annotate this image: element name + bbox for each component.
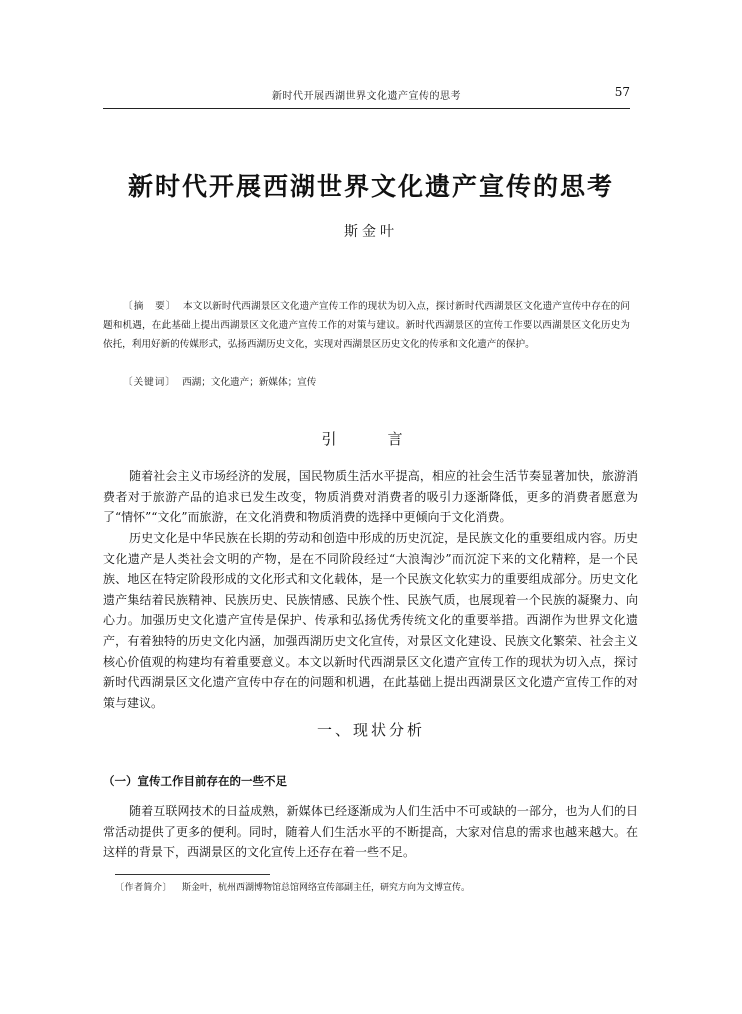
intro-paragraph-1: 随着社会主义市场经济的发展，国民物质生活水平提高，相应的社会生活节奏显著加快，旅游消费者对于旅游产品的追求已发生改变，物质消费对消费者的吸引力逐渐降低，更多的消费者愿意为了“情怀”“文化”而旅游，在文化消费和物质消费的选择中更倾向于文化消费。 [103, 469, 638, 525]
subsection-1-paragraph-1: 随着互联网技术的日益成熟，新媒体已经逐渐成为人们生活中不可或缺的一部分，也为人们的日常活动提供了更多的便利。同时，随着人们生活水平的不断提高，大家对信息的需求也越来越大。在这样的背景下，西湖景区的文化宣传上还存在着一些不足。 [103, 804, 638, 860]
abstract [103, 297, 630, 354]
footnote [115, 880, 635, 893]
keywords-label: 〔关键词〕 [123, 377, 176, 388]
intro-heading: 引 言 [321, 430, 421, 448]
article-title: 新时代开展西湖世界文化遗产宣传的思考 [127, 172, 614, 201]
abstract-label: 〔摘 要〕 [123, 301, 177, 312]
author-name: 斯金叶 [344, 224, 398, 240]
page-number: 57 [614, 85, 630, 99]
footnote-label: 〔作者简介〕 [115, 883, 173, 893]
keywords [103, 373, 630, 392]
footnote-rule [115, 874, 270, 875]
intro-paragraph-2: 历史文化是中华民族在长期的劳动和创造中形成的历史沉淀，是民族文化的重要组成内容。历史文化遗产是人类社会文明的产物，是在不同阶段经过“大浪淘沙”而沉淀下来的文化精粹，是一个民族、地区在特定阶段形成的文化形式和文化载体，是一个民族文化软实力的重要组成部分。历史文化遗产集结着民族精神、民族历史、民族情感、民族个性、民族气质，也展现着一个民族的凝聚力、向心力。加强历史文化遗产宣传是保护、传承和弘扬优秀传统文化的重要举措。西湖作为世界文化遗产，有着独特的历史文化内涵，加强西湖历史文化宣传，对景区文化建设、民族文化繁荣、社会主义核心价值观的构建均有着重要意义。本文以新时代西湖景区文化遗产宣传工作的现状为切入点，探讨新时代西湖景区文化遗产宣传中存在的问题和机遇，在此基础上提出西湖景区文化遗产宣传工作的对策与建议。 [103, 531, 638, 710]
subsection-1-heading: （一）宣传工作目前存在的一些不足 [103, 774, 287, 788]
footnote-text: 斯金叶，杭州西湖博物馆总馆网络宣传部副主任，研究方向为文博宣传。 [182, 883, 471, 893]
abstract-text: 本文以新时代西湖景区文化遗产宣传工作的现状为切入点，探讨新时代西湖景区文化遗产宣传中存在的问题和机遇，在此基础上提出西湖景区文化遗产宣传工作的对策与建议。新时代西湖景区的宣传工作要以西湖景区文化历史为依托，利用好新的传媒形式，弘扬西湖历史文化，实现对西湖景区历史文化的传承和文化遗产的保护。 [103, 301, 630, 350]
running-title: 新时代开展西湖世界文化遗产宣传的思考 [272, 91, 461, 102]
keywords-text: 西湖；文化遗产；新媒体；宣传 [182, 377, 317, 388]
running-header [103, 82, 630, 109]
section-1-heading: 一、现状分析 [316, 721, 425, 739]
